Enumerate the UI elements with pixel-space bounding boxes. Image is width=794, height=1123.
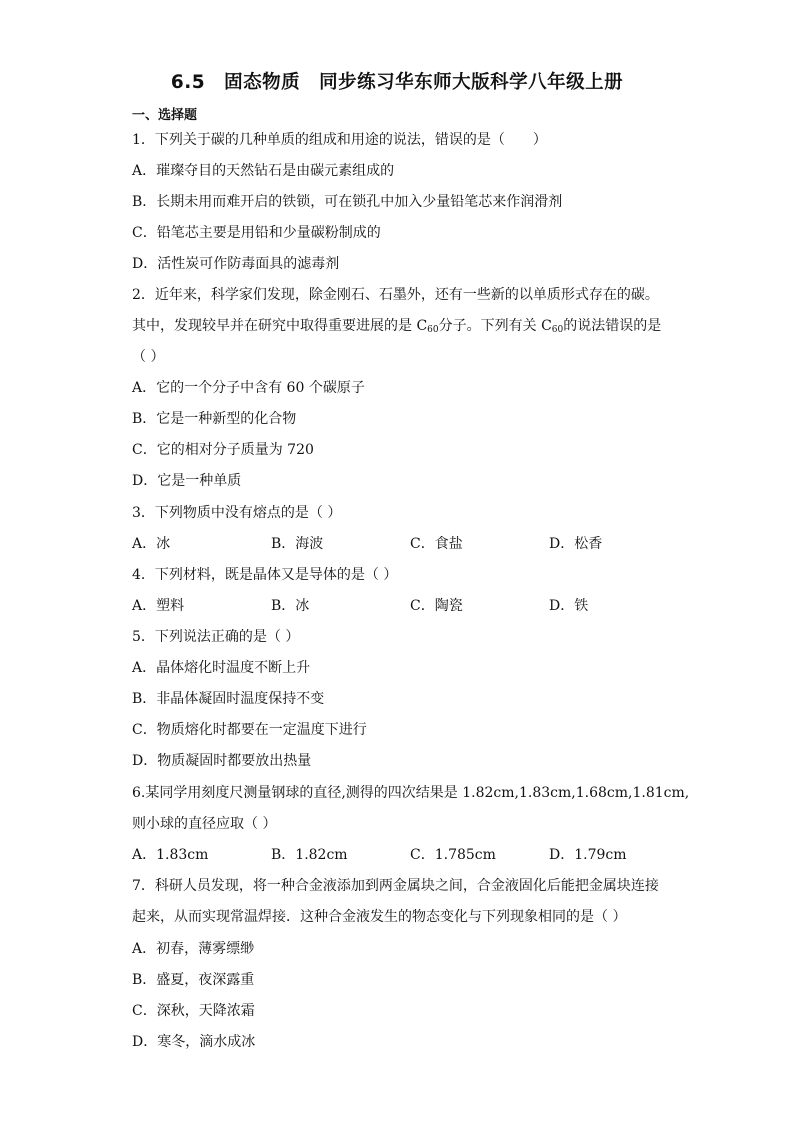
question-2-option-c: C．它的相对分子质量为 720 bbox=[132, 442, 314, 458]
question-3-option-b: B．海波 bbox=[271, 536, 324, 552]
c60-subscript: 60 bbox=[551, 325, 564, 335]
question-4-option-d: D．铁 bbox=[549, 598, 589, 614]
question-6-stem-line-1: 6.某同学用刻度尺测量钢球的直径,测得的四次结果是 1.82cm,1.83cm,1.68cm,1.81cm, bbox=[132, 785, 690, 801]
question-5-option-a: A．晶体熔化时温度不断上升 bbox=[132, 660, 311, 676]
question-3-option-a: A．冰 bbox=[132, 536, 171, 552]
question-2-option-a: A．它的一个分子中含有 60 个碳原子 bbox=[132, 380, 365, 396]
question-7-stem-line-1: 7．科研人员发现，将一种合金液添加到两金属块之间，合金液固化后能把金属块连接 bbox=[132, 878, 659, 894]
question-1-option-d: D．活性炭可作防毒面具的滤毒剂 bbox=[132, 256, 340, 272]
question-1-option-c: C．铅笔芯主要是用铅和少量碳粉制成的 bbox=[132, 225, 381, 241]
question-1-stem: 1．下列关于碳的几种单质的组成和用途的说法，错误的是（ ） bbox=[132, 132, 547, 148]
question-4-options bbox=[132, 596, 662, 616]
question-7-option-b: B．盛夏，夜深露重 bbox=[132, 972, 255, 988]
question-4-stem: 4．下列材料，既是晶体又是导体的是（ ） bbox=[132, 567, 398, 583]
question-6-stem-line-2: 则小球的直径应取（ ） bbox=[132, 816, 277, 832]
question-7-option-a: A．初春，薄雾缥缈 bbox=[132, 941, 255, 957]
question-2-text-c: 的说法错误的是 bbox=[563, 318, 662, 334]
question-2-stem-line-2 bbox=[132, 316, 661, 340]
question-6-option-a: A．1.83cm bbox=[132, 847, 209, 863]
question-2-option-b: B．它是一种新型的化合物 bbox=[132, 411, 297, 427]
question-2-option-d: D．它是一种单质 bbox=[132, 473, 242, 489]
question-4-option-c: C．陶瓷 bbox=[410, 598, 463, 614]
question-2-stem-line-1: 2．近年来，科学家们发现，除金刚石、石墨外，还有一些新的以单质形式存在的碳。 bbox=[132, 287, 659, 303]
c60-subscript: 60 bbox=[427, 325, 439, 335]
question-2-stem-line-3: （ ） bbox=[132, 349, 165, 365]
question-6-option-b: B．1.82cm bbox=[271, 847, 348, 863]
question-7-option-d: D．寒冬，滴水成冰 bbox=[132, 1034, 256, 1050]
question-1-option-b: B．长期未用而难开启的铁锁，可在锁孔中加入少量铅笔芯来作润滑剂 bbox=[132, 194, 563, 210]
question-6-option-d: D．1.79cm bbox=[549, 847, 627, 863]
question-4-option-a: A．塑料 bbox=[132, 598, 185, 614]
question-5-option-c: C．物质熔化时都要在一定温度下进行 bbox=[132, 722, 367, 738]
question-1-option-a: A．璀璨夺目的天然钻石是由碳元素组成的 bbox=[132, 163, 395, 179]
question-5-stem: 5．下列说法正确的是（ ） bbox=[132, 629, 300, 645]
question-3-stem: 3．下列物质中没有熔点的是（ ） bbox=[132, 505, 342, 521]
question-6-options bbox=[132, 845, 662, 865]
question-2-text-a: 其中，发现较早并在研究中取得重要进展的是 C bbox=[132, 318, 428, 334]
question-7-stem-line-2: 起来，从而实现常温焊接．这种合金液发生的物态变化与下列现象相同的是（ ） bbox=[132, 909, 627, 925]
question-4-option-b: B．冰 bbox=[271, 598, 310, 614]
question-6-option-c: C．1.785cm bbox=[410, 847, 496, 863]
question-3-option-c: C．食盐 bbox=[410, 536, 463, 552]
section-heading: 一、选择题 bbox=[132, 108, 198, 123]
page-title: 6.5 固态物质 同步练习华东师大版科学八年级上册 bbox=[170, 72, 624, 93]
question-5-option-b: B．非晶体凝固时温度保持不变 bbox=[132, 691, 325, 707]
question-7-option-c: C．深秋，天降浓霜 bbox=[132, 1003, 255, 1019]
question-3-options bbox=[132, 534, 662, 554]
question-2-text-b: 分子。下列有关 C bbox=[438, 318, 552, 334]
question-5-option-d: D．物质凝固时都要放出热量 bbox=[132, 753, 312, 769]
question-3-option-d: D．松香 bbox=[549, 536, 603, 552]
